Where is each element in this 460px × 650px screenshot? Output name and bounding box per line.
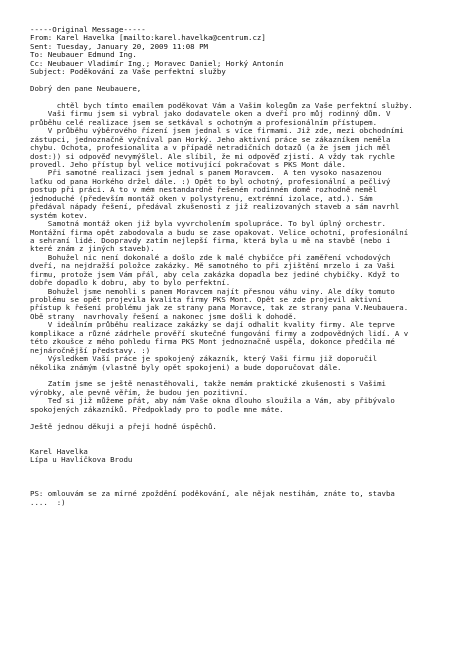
body-line: chybu. Ochota, profesionalita a v případě netradičních dotazů (a že jsem jich měl	[30, 143, 391, 153]
closing-line: Zatím jsme se ještě nenastěhovali, takže nemám praktické zkušenosti s Vašimi	[30, 379, 386, 389]
greeting: Dobrý den pane Neubauere,	[30, 84, 142, 94]
signature-name: Karel Havelka	[30, 446, 88, 456]
email-body	[30, 102, 440, 372]
body-line: laťku od pana Horkého držel dále. :) Opět to byl ochotný, profesionální a pečlivý	[30, 176, 391, 186]
postscript	[30, 490, 440, 507]
closing-line: Teď si již můžeme přát, aby nám Vaše okna dlouho sloužila a Vám, aby přibývalo	[30, 396, 395, 406]
body-line: několika známým (vlastně byly opět spokojeni) a bude doporučovat dále.	[30, 362, 342, 372]
body-line: Montážní firma opět zabodovala a budu se zase opakovat. Velice ochotní, profesionální	[30, 227, 409, 237]
body-line: jednoduché (především montáž oken v polystyrenu, extrémní izolace, atd.). Sám	[30, 193, 373, 203]
body-line: Samotná montáž oken již byla vyvrcholením spolupráce. To byl úplný orchestr.	[30, 219, 386, 229]
body-line: předával nápady řešení, předával zkušenosti z již realizovaných staveb a sám navrhl	[30, 202, 400, 212]
header-subject: Subject: Poděkování za Vaše perfektní služby	[30, 67, 226, 77]
body-line: nejnáročnější představy. :)	[30, 345, 151, 355]
body-line: systém kotev.	[30, 210, 88, 220]
body-line: dveří, na nejdražší položce zakázky. Mě samotného to při zjištění mrzelo i za Vaši	[30, 261, 395, 271]
body-line: zástupci, jednoznačně vyčníval pan Horký. Jeho aktivní práce se zákazníkem neměla	[30, 134, 391, 144]
email-document	[30, 26, 440, 507]
spacer	[30, 439, 440, 447]
body-line: průběhu celé realizace jsem se setkával s ochotným a profesionálním přístupem.	[30, 117, 378, 127]
body-line: V ideálním průběhu realizace zakázky se dají odhalit kvality firmy. Ale teprve	[30, 320, 395, 330]
ps-line: PS: omlouvám se za mírné zpoždění poděkování, ale nějak nestíhám, znáte to, stavba	[30, 489, 395, 499]
body-line: komplikace a různé zádrhele prověří skutečné fungování firmy a zodpovědných lidí. A v	[30, 328, 409, 338]
body-line: dost:)) si odpověď nevymýšlel. Ale slíbil, že mi odpověď zjistí. A vždy tak rychle	[30, 151, 395, 161]
body-line: Při samotné realizaci jsem jednal s panem Moravcem. A ten vysoko nasazenou	[30, 168, 382, 178]
body-line: Obě strany navrhovaly řešení a nakonec jsme došli k dohodě.	[30, 311, 297, 321]
body-line: této zkoušce z mého pohledu firma PKS Mont jednoznačně uspěla, dokonce předčila mé	[30, 337, 395, 347]
body-line: provedl. Jeho přístup byl velice motivující pokračovat s PKS Mont dále.	[30, 160, 346, 169]
body-line: Výsledkem Vaší práce je spokojený zákazník, který Vaši firmu již doporučil	[30, 354, 378, 364]
closing-line: spokojených zákazníků. Předpoklady pro to podle mne máte.	[30, 404, 284, 414]
thanks-line: Ještě jednou děkuji a přeji hodně úspěchů.	[30, 421, 217, 431]
body-line: Bohužel nic není dokonalé a došlo zde k malé chybičce při zaměření vchodových	[30, 252, 391, 262]
body-line: postup při práci. A to v mém nestandardně řešeném rodinném domě rozhodně neměl	[30, 185, 378, 195]
signature-place: Lípa u Havlíčkova Brodu	[30, 455, 133, 465]
signature	[30, 448, 440, 465]
body-line: přístup k řešení problému jak ze strany pana Moravce, tak ze strany pana V.Neubauera.	[30, 303, 409, 313]
body-line: problému se opět projevila kvalita firmy PKS Mont. Opět se zde projevil aktivní	[30, 295, 382, 304]
closing-line: výrobky, ale pevně věřím, že budou jen pozitivní.	[30, 387, 249, 397]
body-line: dobře dopadlo k dobru, aby to bylo perfektní.	[30, 278, 231, 288]
body-line: Vaši firmu jsem si vybral jako dodavatele oken a dveří pro můj rodinný dům. V	[30, 109, 391, 119]
header-to: To: Neubauer Edmund Ing.	[30, 50, 137, 60]
email-header	[30, 26, 440, 77]
body-line: V průběhu výběrového řízení jsem jednal s více firmami. Již zde, mezi obchodními	[30, 126, 404, 136]
body-line: které znám z jiných staveb).	[30, 244, 155, 254]
body-line: firmu, protože jsem Vám přál, aby cela zakázka dopadla bez jediné chybičky. Když to	[30, 269, 400, 279]
header-from: From: Karel Havelka [mailto:karel.havelka@centrum.cz]	[30, 33, 266, 43]
spacer	[30, 465, 440, 473]
email-closing	[30, 380, 440, 414]
body-line: chtěl bych tímto emailem poděkovat Vám a Vašim kolegům za Vaše perfektní služby.	[30, 100, 413, 110]
ps-line: .... :)	[30, 497, 66, 507]
header-separator: -----Original Message-----	[30, 25, 146, 34]
spacer	[30, 473, 440, 481]
body-line: a sehraní lidé. Doopravdy zatím nejlepší firma, která byla u mě na stavbě (nebo i	[30, 235, 391, 245]
header-sent: Sent: Tuesday, January 20, 2009 11:08 PM	[30, 41, 208, 51]
header-cc: Cc: Neubauer Vladimír Ing.; Moravec Daniel; Horký Antonín	[30, 58, 284, 68]
spacer	[30, 431, 440, 439]
body-line: Bohužel jsme nemohli s panem Moravcem najít přesnou váhu viny. Ale díky tomuto	[30, 286, 395, 296]
